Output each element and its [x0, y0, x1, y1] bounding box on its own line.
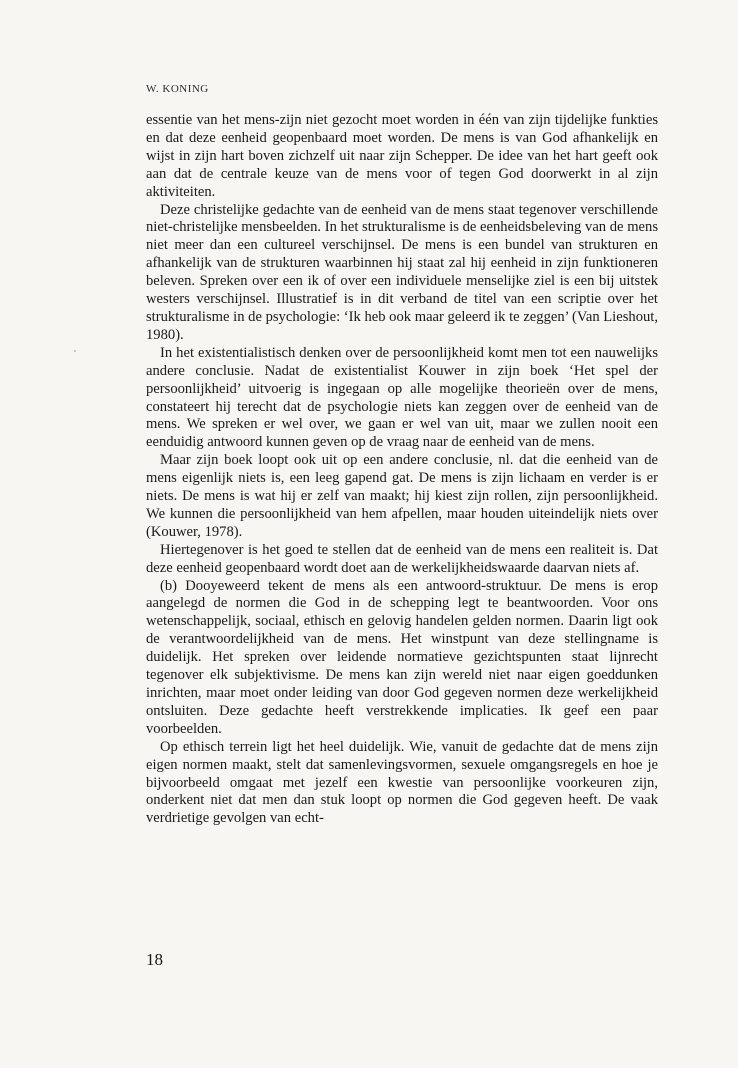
paragraph-7: Op ethisch terrein ligt het heel duidelijk. Wie, vanuit de gedachte dat de mens zijn eigen normen maakt, stelt dat samenlevingsvormen, sexuele omgangsregels en hoe je bijvoorbeeld omgaat met jezelf een kwestie van persoonlijke voorkeuren zijn, onderkent niet dat men dan stuk loopt op normen die God gegeven heeft. De vaak verdrietige gevolgen van echt- [146, 738, 658, 827]
page-number: 18 [146, 950, 163, 969]
margin-speck [74, 350, 76, 352]
body-text [146, 112, 658, 828]
paragraph-4: Maar zijn boek loopt ook uit op een andere conclusie, nl. dat die eenheid van de mens eigenlijk niets is, een leeg gapend gat. De mens is zijn lichaam en verder is er niets. De mens is wat hij er zelf van maakt; hij kiest zijn rollen, zijn persoonlijkheid. We kunnen die persoonlijkheid van hem afpellen, maar houden uiteindelijk niets over (Kouwer, 1978). [146, 452, 658, 540]
paragraph-6: (b) Dooyeweerd tekent de mens als een antwoord-struktuur. De mens is erop aangelegd de normen die God in de schepping legt te beantwoorden. Voor ons wetenschappelijk, sociaal, ethisch en gelovig handelen gelden normen. Daarin ligt ook de verantwoordelijkheid van de mens. Het winstpunt van deze stellingname is duidelijk. Het spreken over leidende normatieve gezichtspunten staat lijnrecht tegenover elk subjektivisme. De mens kan zijn wereld niet naar eigen goeddunken inrichten, maar moet onder leiding van door God gegeven normen deze werkelijkheid ontsluiten. Deze gedachte heeft verstrekkende implicaties. Ik geef een paar voorbeelden. [146, 577, 658, 737]
paragraph-2: Deze christelijke gedachte van de eenheid van de mens staat tegenover verschillende niet-christelijke mensbeelden. In het strukturalisme is de eenheidsbeleving van de mens niet meer dan een cultureel verschijnsel. De mens is een bundel van strukturen en afhankelijk van de strukturen waarbinnen hij staat zal hij eenheid in zijn funktioneren beleven. Spreken over een ik of over een individuele menselijke ziel is een bij uitstek westers verschijnsel. Illustratief is in dit verband de titel van een scriptie over het strukturalisme in de psychologie: ‘Ik heb ook maar geleerd ik te zeggen’ (Van Lieshout, 1980). [146, 201, 658, 343]
running-head: W. KONING [146, 83, 209, 95]
paragraph-1: essentie van het mens-zijn niet gezocht moet worden in één van zijn tijdelijke funkties en dat deze eenheid geopenbaard moet worden. De mens is van God afhankelijk en wijst in zijn hart boven zichzelf uit naar zijn Schepper. De idee van het hart geeft ook aan dat de centrale keuze van de mens voor of tegen God doorwerkt in al zijn aktiviteiten. [146, 112, 658, 200]
paragraph-3: In het existentialistisch denken over de persoonlijkheid komt men tot een nauwelijks andere conclusie. Nadat de existentialist Kouwer in zijn boek ‘Het spel der persoonlijkheid’ uitvoerig is ingegaan op alle mogelijke theorieën over de mens, constateert hij terecht dat de psychologie niets kan zeggen over de eenheid van de mens. We spreken er wel over, we gaan er wel van uit, maar we zullen nooit een eenduidig antwoord kunnen geven op de vraag naar de eenheid van de mens. [146, 344, 658, 451]
paragraph-5: Hiertegenover is het goed te stellen dat de eenheid van de mens een realiteit is. Dat deze eenheid geopenbaard wordt doet aan de werkelijkheidswaarde daarvan niets af. [146, 541, 658, 576]
